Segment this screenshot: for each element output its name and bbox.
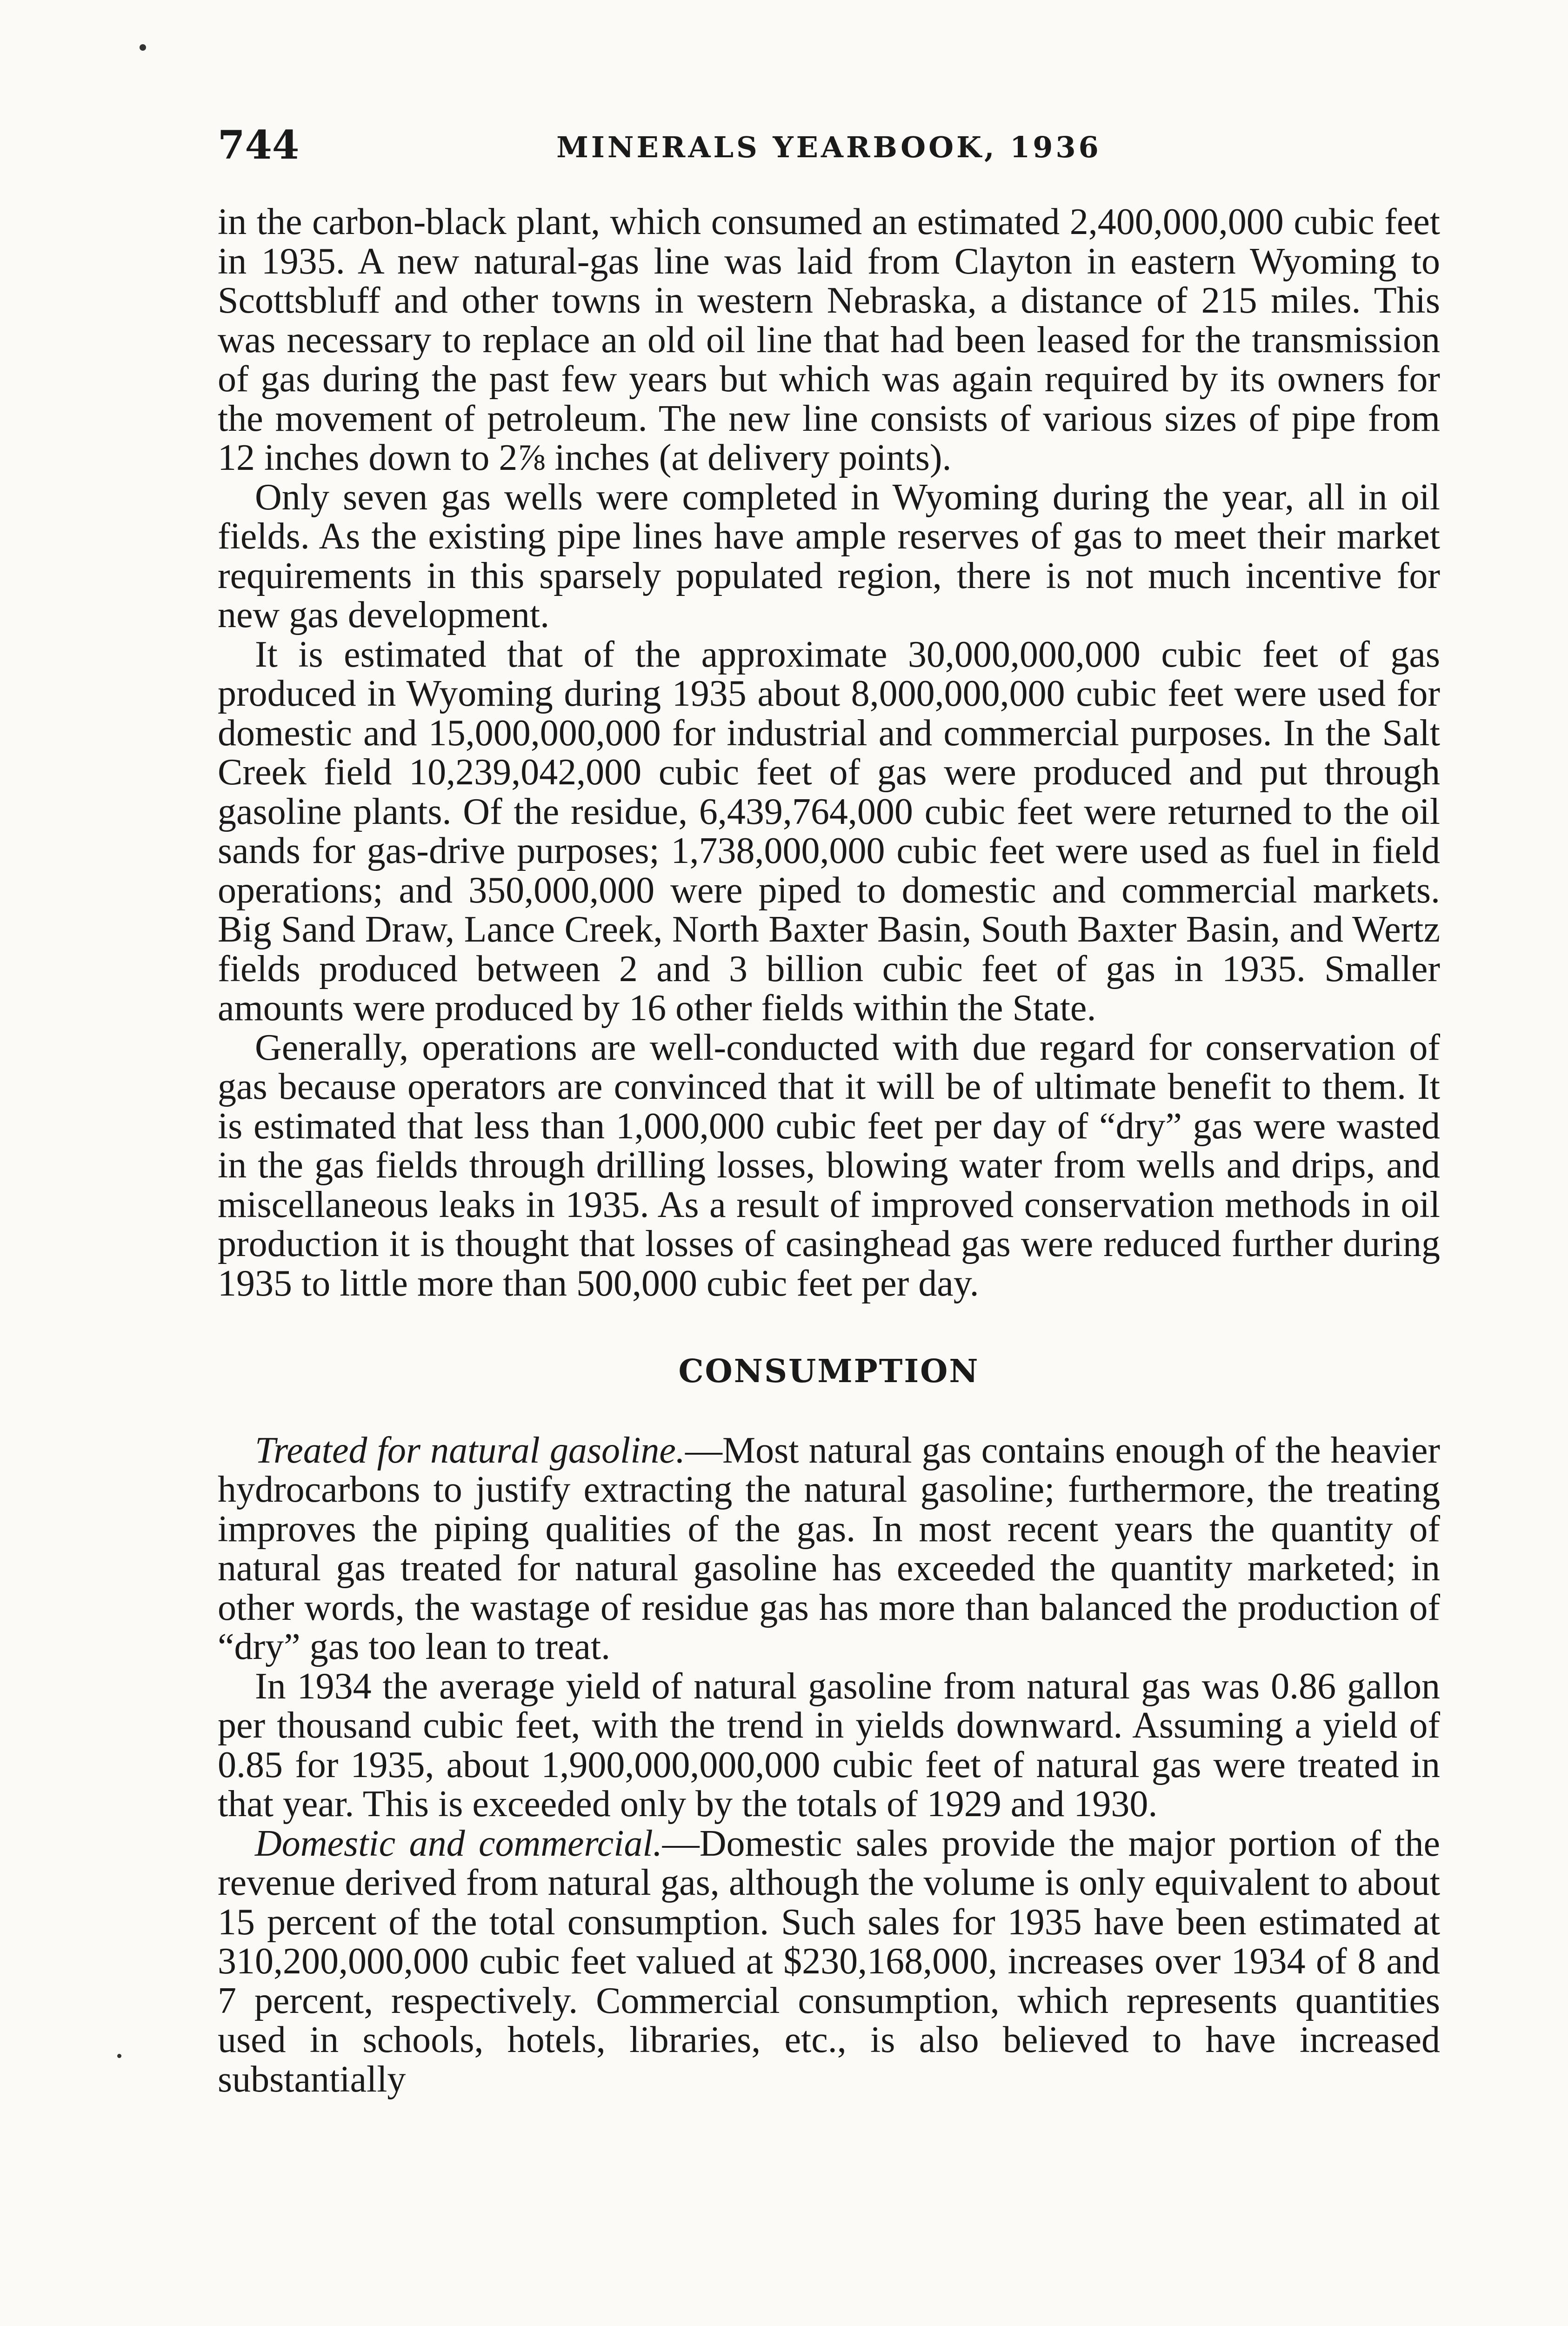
paragraph: Only seven gas wells were completed in Wyoming during the year, all in oil fields. As the existing pipe lines have ample reserves of gas to meet their market requirements in this sparsely populated region, there is not much incentive for new gas development. (218, 476, 1440, 635)
paragraph: Generally, operations are well-conducted with due regard for conservation of gas because operators are convinced that it will be of ultimate benefit to them. It is estimated that less than 1,000,000 cubic feet per day of “dry” gas were wasted in the gas fields through drilling losses, blowing water from wells and drips, and miscellaneous leaks in 1935. As a result of improved conservation methods in oil production it is thought that losses of casinghead gas were reduced further during 1935 to little more than 500,000 cubic feet per day. (218, 1027, 1440, 1304)
paragraph: It is estimated that of the approximate 30,000,000,000 cubic feet of gas produced in Wyoming during 1935 about 8,000,000,000 cubic feet were used for domestic and 15,000,000,000 for industrial and commercial purposes. In the Salt Creek field 10,239,042,000 cubic feet of gas were produced and put through gasoline plants. Of the residue, 6,439,764,000 cubic feet were returned to the oil sands for gas-drive purposes; 1,738,000,000 cubic feet were used as fuel in field operations; and 350,000,000 were piped to domestic and commercial markets. Big Sand Draw, Lance Creek, North Baxter Basin, South Baxter Basin, and Wertz fields produced between 2 and 3 billion cubic feet of gas in 1935. Smaller amounts were produced by 16 other fields within the State. (218, 634, 1440, 1029)
paragraph: In 1934 the average yield of natural gasoline from natural gas was 0.86 gallon per thousand cubic feet, with the trend in yields downward. Assuming a yield of 0.85 for 1935, about 1,900,000,000,000 cubic feet of natural gas were treated in that year. This is exceeded only by the totals of 1929 and 1930. (218, 1665, 1440, 1825)
paragraph-lead: Domestic and commercial. (255, 1823, 662, 1864)
scan-speck (140, 44, 146, 51)
running-head: MINERALS YEARBOOK, 1936 (556, 130, 1101, 164)
paragraph: in the carbon-black plant, which consumed an estimated 2,400,000,000 cubic feet in 1935. A new natural-gas line was laid from Clayton in eastern Wyoming to Scottsbluff and other towns in western Nebraska, a distance of 215 miles. This was necessary to replace an old oil line that had been leased for the transmission of gas during the past few years but which was again required by its owners for the movement of petroleum. The new line consists of various sizes of pipe from 12 inches down to 2⅞ inches (at delivery points). (218, 201, 1440, 478)
paragraph-lead: Treated for natural gasoline. (255, 1430, 685, 1471)
section-heading: CONSUMPTION (678, 1353, 980, 1390)
page-number: 744 (218, 122, 300, 168)
paragraph-text: —Domestic sales provide the major portion of the revenue derived from natural gas, although the volume is only equivalent to about 15 percent of the total consumption. Such sales for 1935 have been estimated at 310,200,000,000 cubic feet valued at $230,168,000, increases over 1934 of 8 and 7 percent, respectively. Commercial consumption, which represents quantities used in schools, hotels, libraries, etc., is also believed to have increased substantially (218, 1823, 1440, 2100)
page-header (218, 122, 1440, 173)
scan-speck (117, 2054, 121, 2058)
paragraph-domestic (218, 1824, 1440, 2099)
paragraph-treated (218, 1431, 1440, 1667)
body-text (218, 202, 1440, 2099)
paragraph-text: —Most natural gas contains enough of the heavier hydrocarbons to justify extracting the natural gasoline; furthermore, the treating improves the piping qualities of the gas. In most recent years the quantity of natural gas treated for natural gasoline has exceeded the quantity marketed; in other words, the wastage of residue gas has more than balanced the production of “dry” gas too lean to treat. (218, 1430, 1440, 1667)
